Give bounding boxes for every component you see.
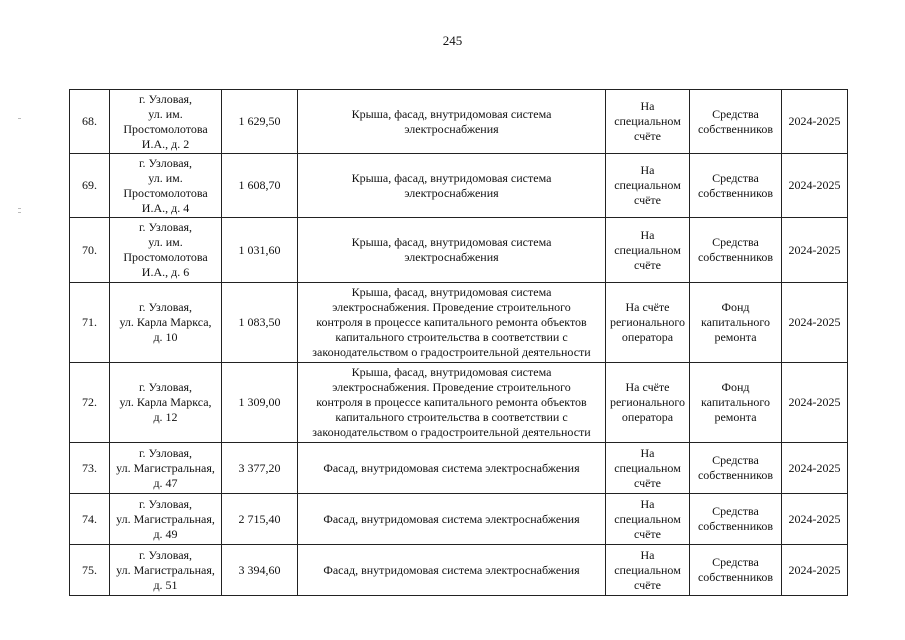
cell-address-line: ул. Магистральная,	[116, 460, 215, 475]
cell-account-type-line: На	[640, 445, 655, 460]
cell-account-type-line: оператора	[621, 410, 674, 424]
cell-account-type	[606, 283, 690, 363]
cell-period: 2024-2025	[782, 545, 848, 596]
cell-area: 2 715,40	[222, 494, 298, 545]
cell-account-type-line: регионального	[609, 315, 686, 329]
cell-account-type	[606, 545, 690, 596]
cell-area: 3 377,20	[222, 443, 298, 494]
cell-works	[298, 154, 606, 218]
cell-address-line: г. Узловая,	[138, 547, 193, 562]
cell-account-type-line: оператора	[621, 330, 674, 344]
cell-address-line: г. Узловая,	[138, 496, 193, 511]
cell-number: 71.	[70, 283, 110, 363]
cell-account-type-line: На	[640, 547, 655, 562]
cell-account-type-line: специальном	[614, 562, 681, 577]
cell-funding-source-line: собственников	[697, 570, 774, 584]
cell-address-line: г. Узловая,	[138, 445, 193, 460]
table-row	[70, 494, 848, 545]
cell-period: 2024-2025	[782, 154, 848, 218]
cell-address-line: д. 51	[153, 577, 178, 592]
cell-account-type-line: счёте	[633, 577, 662, 592]
cell-address	[110, 283, 222, 363]
cell-account-type	[606, 218, 690, 283]
cell-works-line: контроля в процессе капитального ремонта объектов	[316, 395, 587, 409]
cell-account-type-line: счёте	[633, 193, 662, 207]
cell-account-type-line: счёте	[633, 526, 662, 541]
cell-address	[110, 363, 222, 443]
cell-account-type	[606, 443, 690, 494]
cell-funding-source	[690, 443, 782, 494]
cell-address-line: д. 12	[153, 410, 178, 424]
cell-works-line: электроснабжения	[404, 250, 499, 264]
cell-number: 73.	[70, 443, 110, 494]
cell-address-line: Простомолотова	[123, 121, 208, 136]
cell-address-line: И.А., д. 4	[141, 200, 190, 215]
cell-address-line: д. 49	[153, 526, 178, 541]
cell-works	[298, 218, 606, 283]
cell-area: 1 608,70	[222, 154, 298, 218]
cell-works-line: Крыша, фасад, внутридомовая система	[351, 365, 552, 379]
cell-address-line: И.А., д. 2	[141, 136, 190, 151]
cell-account-type-line: счёте	[633, 475, 662, 490]
cell-works-line: контроля в процессе капитального ремонта объектов	[316, 315, 587, 329]
cell-funding-source-line: Фонд	[721, 300, 750, 314]
cell-works-line: электроснабжения. Проведение строительного	[332, 300, 571, 314]
cell-works	[298, 363, 606, 443]
cell-period: 2024-2025	[782, 283, 848, 363]
cell-account-type-line: специальном	[614, 178, 681, 192]
cell-number: 68.	[70, 90, 110, 154]
cell-period: 2024-2025	[782, 443, 848, 494]
table-row	[70, 363, 848, 443]
cell-account-type-line: счёте	[633, 257, 662, 272]
cell-account-type	[606, 494, 690, 545]
cell-funding-source-line: собственников	[697, 250, 774, 264]
cell-funding-source-line: Средства	[712, 106, 759, 121]
cell-funding-source	[690, 218, 782, 283]
cell-address-line: ул. Карла Маркса,	[119, 395, 212, 409]
cell-account-type	[606, 363, 690, 443]
cell-period: 2024-2025	[782, 494, 848, 545]
cell-funding-source-line: собственников	[697, 121, 774, 136]
margin-mark	[18, 208, 21, 209]
cell-works	[298, 494, 606, 545]
cell-address	[110, 154, 222, 218]
page-number: 245	[442, 33, 463, 48]
cell-address-line: ул. им.	[148, 235, 183, 249]
cell-address-line: Простомолотова	[123, 185, 208, 200]
cell-account-type-line: На	[640, 496, 655, 511]
cell-works-line: Крыша, фасад, внутридомовая система	[351, 235, 552, 249]
table-row	[70, 154, 848, 218]
cell-funding-source-line: капитального	[701, 395, 770, 409]
cell-funding-source-line: Средства	[712, 453, 759, 467]
cell-address-line: И.А., д. 6	[141, 265, 190, 279]
cell-address	[110, 90, 222, 154]
cell-account-type-line: На	[640, 99, 655, 113]
cell-account-type-line: На	[640, 227, 655, 242]
cell-address-line: ул. Магистральная,	[116, 562, 215, 577]
cell-address	[110, 545, 222, 596]
cell-account-type-line: регионального	[609, 395, 686, 409]
cell-area: 1 031,60	[222, 218, 298, 283]
cell-funding-source-line: капитального	[701, 315, 770, 329]
cell-address-line: д. 10	[153, 330, 178, 344]
cell-address	[110, 494, 222, 545]
cell-account-type-line: На	[640, 163, 655, 177]
table-row	[70, 90, 848, 154]
margin-mark	[18, 118, 21, 119]
cell-address-line: д. 47	[153, 475, 178, 490]
cell-works-line: капитального строительства в соответствии с	[335, 410, 568, 424]
cell-number: 74.	[70, 494, 110, 545]
cell-address-line: ул. им.	[148, 106, 183, 121]
cell-number: 72.	[70, 363, 110, 443]
cell-address-line: г. Узловая,	[138, 380, 193, 394]
cell-account-type-line: счёте	[633, 129, 662, 143]
cell-funding-source	[690, 494, 782, 545]
cell-funding-source-line: Фонд	[721, 380, 750, 394]
table-row	[70, 443, 848, 494]
table-row	[70, 283, 848, 363]
cell-address-line: Простомолотова	[123, 250, 208, 264]
cell-works-line: капитального строительства в соответствии с	[335, 330, 568, 344]
cell-area: 1 083,50	[222, 283, 298, 363]
cell-works-line: электроснабжения	[404, 185, 499, 200]
cell-area: 1 629,50	[222, 90, 298, 154]
cell-works	[298, 443, 606, 494]
cell-works	[298, 545, 606, 596]
table-row	[70, 218, 848, 283]
cell-address-line: г. Узловая,	[138, 91, 193, 106]
cell-funding-source-line: Средства	[712, 170, 759, 185]
cell-address	[110, 218, 222, 283]
cell-account-type-line: специальном	[614, 460, 681, 475]
cell-works	[298, 283, 606, 363]
cell-funding-source	[690, 545, 782, 596]
capital-repair-table	[69, 89, 848, 596]
cell-funding-source	[690, 363, 782, 443]
cell-funding-source-line: Средства	[712, 504, 759, 518]
cell-address-line: ул. Карла Маркса,	[119, 315, 212, 329]
cell-funding-source	[690, 283, 782, 363]
cell-number: 75.	[70, 545, 110, 596]
cell-period: 2024-2025	[782, 363, 848, 443]
table-row	[70, 545, 848, 596]
cell-number: 69.	[70, 154, 110, 218]
cell-funding-source	[690, 154, 782, 218]
cell-funding-source-line: Средства	[712, 235, 759, 249]
cell-works-line: Фасад, внутридомовая система электроснабжения	[323, 562, 580, 577]
table-body	[70, 90, 848, 596]
cell-funding-source-line: собственников	[697, 468, 774, 482]
cell-works-line: Фасад, внутридомовая система электроснабжения	[323, 460, 580, 475]
cell-address-line: ул. Магистральная,	[116, 511, 215, 526]
cell-address	[110, 443, 222, 494]
cell-account-type	[606, 90, 690, 154]
cell-account-type-line: специальном	[614, 114, 681, 128]
cell-period: 2024-2025	[782, 218, 848, 283]
cell-works-line: Фасад, внутридомовая система электроснабжения	[323, 511, 580, 526]
cell-address-line: г. Узловая,	[138, 300, 193, 314]
cell-works-line: Крыша, фасад, внутридомовая система	[351, 170, 552, 185]
cell-address-line: г. Узловая,	[138, 220, 193, 234]
cell-area: 1 309,00	[222, 363, 298, 443]
cell-period: 2024-2025	[782, 90, 848, 154]
cell-account-type-line: На счёте	[625, 300, 670, 314]
cell-funding-source	[690, 90, 782, 154]
cell-funding-source-line: собственников	[697, 519, 774, 533]
cell-works-line: электроснабжения	[404, 121, 499, 136]
cell-funding-source-line: ремонта	[714, 330, 757, 344]
cell-works-line: Крыша, фасад, внутридомовая система	[351, 285, 552, 299]
cell-works-line: законодательством о градостроительной деятельности	[312, 425, 591, 439]
cell-number: 70.	[70, 218, 110, 283]
cell-account-type-line: специальном	[614, 511, 681, 526]
cell-works-line: законодательством о градостроительной деятельности	[312, 345, 591, 359]
margin-mark	[18, 212, 21, 213]
cell-account-type-line: специальном	[614, 242, 681, 257]
cell-works-line: электроснабжения. Проведение строительного	[332, 380, 571, 394]
cell-funding-source-line: ремонта	[714, 410, 757, 424]
cell-works	[298, 90, 606, 154]
cell-account-type-line: На счёте	[625, 380, 670, 394]
cell-address-line: ул. им.	[148, 170, 183, 185]
cell-funding-source-line: Средства	[712, 555, 759, 569]
cell-funding-source-line: собственников	[697, 185, 774, 200]
cell-account-type	[606, 154, 690, 218]
cell-area: 3 394,60	[222, 545, 298, 596]
cell-works-line: Крыша, фасад, внутридомовая система	[351, 106, 552, 121]
cell-address-line: г. Узловая,	[138, 155, 193, 170]
